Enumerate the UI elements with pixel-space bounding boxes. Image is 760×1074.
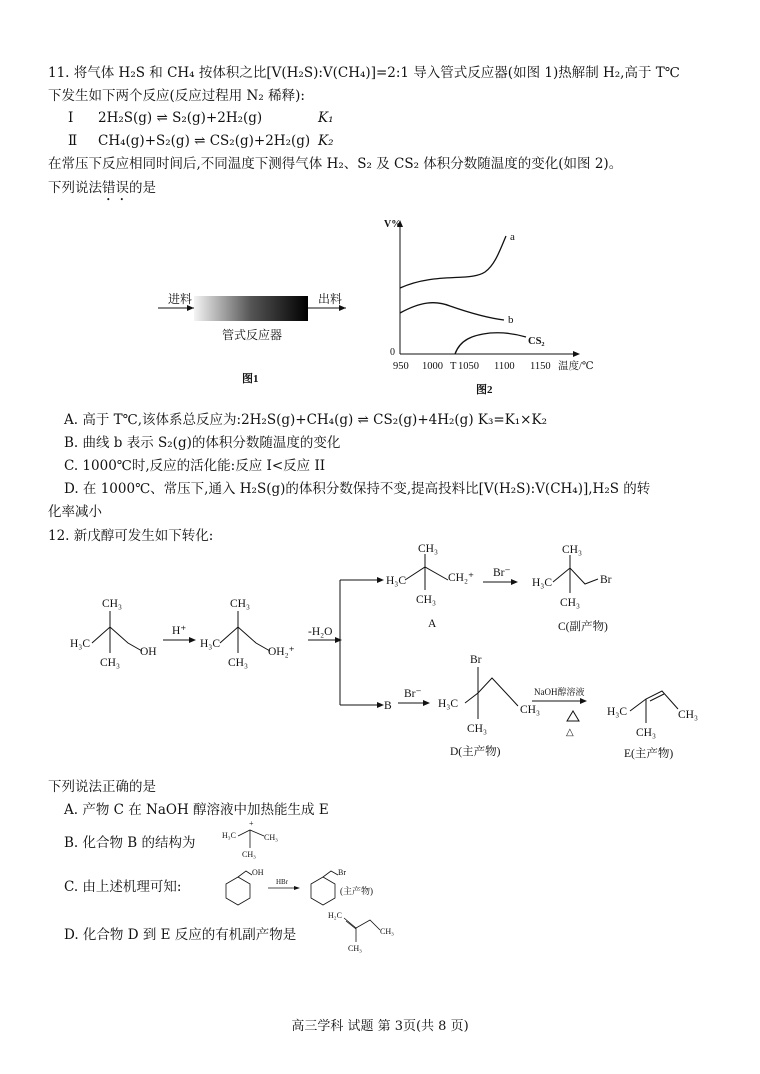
svg-text:H₃C: H₃C [222, 831, 236, 840]
q11-option-b: B. 曲线 b 表示 S₂(g)的体积分数随温度的变化 [64, 435, 341, 451]
q11-option-c: C. 1000℃时,反应的活化能:反应 I<反应 II [64, 458, 326, 474]
D-ch3-bottom: CH₃ [467, 723, 487, 735]
C-h3c: H₃C [532, 577, 552, 589]
C-ch3-top: CH₃ [562, 544, 582, 556]
page-footer: 高三学科 试题 第 3页(共 8 页) [291, 1019, 469, 1034]
svg-text:CH₃: CH₃ [242, 850, 256, 859]
curve-b [400, 303, 504, 320]
q11-line1: 11. 将气体 H₂S 和 CH₄ 按体积之比[V(H₂S):V(CH₄)]=2:1 导入管式反应器(如图 1)热解制 H₂,高于 T℃ [48, 65, 680, 81]
A-ch3-bottom: CH₃ [416, 594, 436, 606]
origin-label: 0 [390, 347, 395, 358]
q11-line3: 在常压下反应相同时间后,不同温度下测得气体 H₂、S₂ 及 CS₂ 体积分数随温度的变化(如图 2)。 [48, 156, 623, 172]
label-A: A [428, 618, 437, 630]
reactor-label: 管式反应器 [222, 328, 283, 342]
figure-1-tube-reactor [150, 285, 370, 395]
E-ch3-end: CH₃ [678, 709, 698, 721]
h-plus-reagent: H⁺ [172, 625, 187, 637]
q12-option-b: B. 化合物 B 的结构为 [64, 835, 196, 851]
q12-title: 12. 新戊醇可发生如下转化: [48, 528, 214, 544]
label-B: B [384, 700, 392, 712]
E-ch3-bottom: CH₃ [636, 727, 656, 739]
D-h3c: H₃C [438, 698, 458, 710]
q12-prompt: 下列说法正确的是 [48, 779, 156, 795]
alc-h3c: H₃C [70, 638, 90, 650]
figure-2-chart [380, 210, 620, 400]
x-tick-1100: 1100 [494, 361, 515, 372]
reaction-1-k: K₁ [318, 110, 334, 126]
C-br: Br [600, 574, 612, 586]
D-ch3-end: CH₃ [520, 704, 540, 716]
q12-option-d: D. 化合物 D 到 E 反应的有机副产物是 [64, 927, 297, 943]
alc-ch3-bottom: CH₃ [100, 657, 120, 669]
alc-ch3-top: CH₃ [102, 598, 122, 610]
emphasis-wrong: 错误 [102, 180, 129, 196]
prot-h3c: H₃C [200, 638, 220, 650]
br-reagent-1: Br⁻ [493, 567, 511, 579]
x-tick-T: T [450, 361, 457, 372]
x-tick-1000: 1000 [422, 361, 443, 372]
A-h3c: H₃C [386, 575, 406, 587]
label-C: C(副产物) [558, 621, 608, 633]
x-tick-950: 950 [393, 361, 409, 372]
svg-text:H₂C: H₂C [328, 911, 342, 920]
y-axis-label: V% [384, 219, 402, 230]
alc-oh: OH [140, 646, 157, 658]
reactor-tube [194, 296, 308, 321]
q11-line4: 下列说法错误的是 [48, 180, 156, 196]
q12-option-c: C. 由上述机理可知: [64, 879, 182, 895]
svg-text:OH: OH [252, 868, 264, 877]
svg-text:+: + [249, 819, 254, 828]
x-tick-1150: 1150 [530, 361, 551, 372]
x-tick-1050: 1050 [458, 361, 479, 372]
reaction-1-equation: 2H₂S(g) ⇌ S₂(g)+2H₂(g) [98, 110, 263, 126]
naoh-reagent: NaOH醇溶液 [534, 687, 585, 697]
reaction-2-equation: CH₄(g)+S₂(g) ⇌ CS₂(g)+2H₂(g) [98, 133, 311, 149]
prot-oh2: OH₂⁺ [268, 646, 295, 658]
A-ch3-top: CH₃ [418, 543, 438, 555]
C-ch3-bottom: CH₃ [560, 597, 580, 609]
minus-h2o-reagent: -H₂O [308, 626, 333, 638]
curve-b-label: b [508, 314, 514, 326]
svg-text:CH₃: CH₃ [380, 927, 394, 936]
figure-1-caption: 图1 [242, 373, 259, 385]
curve-a-label: a [510, 231, 515, 243]
label-D: D(主产物) [450, 746, 501, 758]
svg-text:Br: Br [338, 868, 346, 877]
figure-2-caption: 图2 [476, 384, 493, 396]
curve-a [400, 236, 506, 288]
curve-cs2-label: CS₂ [528, 336, 545, 347]
reaction-scheme [70, 543, 720, 768]
x-axis-label: 温度/℃ [558, 361, 594, 372]
q11-option-d-cont: 化率减小 [48, 504, 102, 520]
curve-cs2 [455, 333, 526, 354]
svg-text:(主产物): (主产物) [340, 886, 373, 896]
D-br: Br [470, 654, 482, 666]
delta-symbol: △ [566, 727, 574, 738]
option-b-structure [216, 818, 296, 862]
q11-option-d: D. 在 1000℃、常压下,通入 H₂S(g)的体积分数保持不变,提高投料比[V(H₂S):V(CH₄)],H₂S 的转 [64, 481, 651, 497]
q11-option-a: A. 高于 T℃,该体系总反应为:2H₂S(g)+CH₄(g) ⇌ CS₂(g)+4H₂(g) K₃=K₁×K₂ [64, 412, 547, 428]
q11-line2: 下发生如下两个反应(反应过程用 N₂ 稀释): [48, 88, 305, 104]
option-c-structures [212, 862, 392, 912]
svg-text:CH₃: CH₃ [264, 833, 278, 842]
q12-option-a: A. 产物 C 在 NaOH 醇溶液中加热能生成 E [64, 802, 329, 818]
feed-out-label: 出料 [318, 292, 343, 306]
svg-text:HBr: HBr [276, 878, 289, 886]
reaction-1-number: Ⅰ [68, 110, 74, 126]
option-d-structure [326, 908, 406, 954]
feed-in-label: 进料 [168, 292, 193, 306]
label-E: E(主产物) [624, 748, 674, 760]
prot-ch3-top: CH₃ [230, 598, 250, 610]
E-h3c: H₃C [607, 706, 627, 718]
br-reagent-2: Br⁻ [404, 688, 422, 700]
reaction-2-k: K₂ [318, 133, 334, 149]
svg-text:CH₃: CH₃ [348, 944, 362, 953]
A-ch2plus: CH₂⁺ [448, 572, 475, 584]
reaction-2-number: Ⅱ [68, 133, 78, 149]
prot-ch3-bottom: CH₃ [228, 657, 248, 669]
